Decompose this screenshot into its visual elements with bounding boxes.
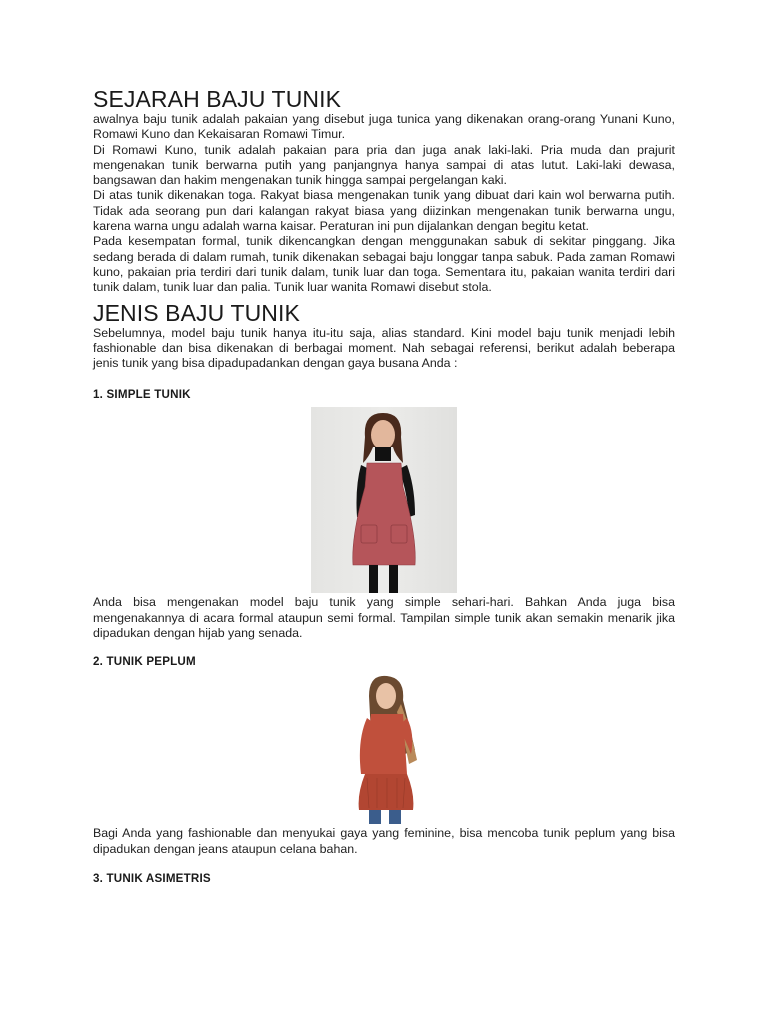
paragraph: Anda bisa mengenakan model baju tunik yang simple sehari-hari. Bahkan Anda juga bisa mengenakannya di acara formal ataupun semi formal. Tampilan simple tunik akan semakin menarik jika dipadukan dengan hijab yang senada. [93, 595, 675, 641]
paragraph: Bagi Anda yang fashionable dan menyukai gaya yang feminine, bisa mencoba tunik peplum yang bisa dipadukan dengan jeans ataupun celana bahan. [93, 826, 675, 856]
model-photo-simple-tunik-icon [311, 407, 457, 593]
paragraph: Di atas tunik dikenakan toga. Rakyat biasa mengenakan tunik yang dibuat dari kain wol berwarna putih. Tidak ada seorang pun dari kalangan rakyat biasa yang diizinkan mengenakan tunik berwarna ungu, karena warna ungu adalah warna kaisar. Peraturan ini pun dijalankan dengan begitu ketat. [93, 188, 675, 234]
paragraph: Sebelumnya, model baju tunik hanya itu-itu saja, alias standard. Kini model baju tunik menjadi lebih fashionable dan bisa dikenakan di berbagai moment. Nah sebagai referensi, berikut adalah beberapa jenis tunik yang bisa dipadupadankan dengan gaya busana Anda : [93, 325, 675, 371]
item-heading-simple-tunik: 1. SIMPLE TUNIK [93, 388, 191, 402]
document-page [93, 86, 675, 885]
section-title-jenis: JENIS BAJU TUNIK [93, 299, 300, 326]
paragraph: Di Romawi Kuno, tunik adalah pakaian para pria dan juga anak laki-laki. Pria muda dan prajurit mengenakan tunik berwarna putih yang panjangnya hanya sampai di atas lutut. Laki-laki dewasa, bangsawan dan hakim mengenakan tunik hingga sampai pergelangan kaki. [93, 142, 675, 188]
model-photo-tunik-peplum-icon [331, 674, 437, 824]
paragraph: awalnya baju tunik adalah pakaian yang disebut juga tunica yang dikenakan orang-orang Yunani Kuno, Romawi Kuno dan Kekaisaran Romawi Timur. [93, 112, 675, 142]
figure-simple-tunik [93, 407, 675, 593]
paragraph: Pada kesempatan formal, tunik dikencangkan dengan menggunakan sabuk di sekitar pinggang. Jika sedang berada di dalam rumah, tunik dikenakan sebagai baju longgar tanpa sabuk. Pada zaman Romawi kuno, pakaian pria terdiri dari tunik dalam, tunik luar dan toga. Sementara itu, pakaian wanita terdiri dari tunik dalam, tunik luar dan palia. Tunik luar wanita Romawi disebut stola. [93, 234, 675, 295]
section-title-sejarah: SEJARAH BAJU TUNIK [93, 86, 342, 112]
item-heading-tunik-asimetris: 3. TUNIK ASIMETRIS [93, 871, 211, 885]
item-heading-tunik-peplum: 2. TUNIK PEPLUM [93, 655, 196, 669]
figure-tunik-peplum [93, 674, 675, 824]
